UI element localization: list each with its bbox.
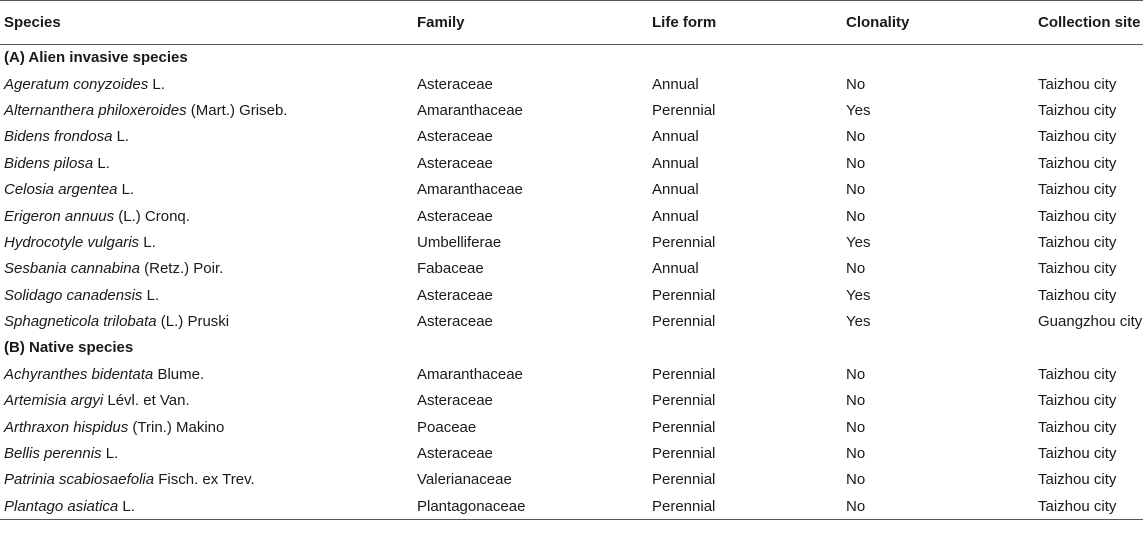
collection-site-cell: Taizhou city <box>1038 75 1117 93</box>
table-row <box>0 176 1143 202</box>
species-name: Sesbania cannabina <box>4 260 140 278</box>
collection-site-cell: Taizhou city <box>1038 233 1117 251</box>
species-author: (Mart.) Griseb. <box>186 101 288 119</box>
table-row <box>0 124 1143 150</box>
family-cell: Asteraceae <box>417 445 493 463</box>
species-name: Bellis perennis <box>4 445 102 463</box>
table-row <box>0 203 1143 229</box>
life-form-cell: Perennial <box>652 286 716 304</box>
species-cell <box>0 361 413 387</box>
life-form-cell: Perennial <box>652 418 716 436</box>
family-cell: Asteraceae <box>417 392 493 410</box>
family-cell: Plantagonaceae <box>413 493 648 519</box>
species-author: L. <box>118 497 135 515</box>
clonality-cell: No <box>846 260 866 278</box>
family-cell: Asteraceae <box>417 128 493 146</box>
collection-site-cell: Taizhou city <box>1038 286 1117 304</box>
life-form-cell: Perennial <box>652 233 716 251</box>
section-title: (A) Alien invasive species <box>4 49 188 67</box>
clonality-cell: No <box>846 128 866 146</box>
species-cell <box>0 256 413 282</box>
clonality-cell: Yes <box>846 313 871 331</box>
header-species: Species <box>0 1 413 45</box>
life-form-cell: Perennial <box>648 493 842 519</box>
species-name: Alternanthera philoxeroides <box>4 101 187 119</box>
family-cell: Amaranthaceae <box>417 181 523 199</box>
family-cell: Asteraceae <box>417 154 493 172</box>
clonality-cell: No <box>842 493 1034 519</box>
species-cell <box>0 493 413 519</box>
life-form-cell: Annual <box>652 207 699 225</box>
collection-site-cell: Taizhou city <box>1038 101 1117 119</box>
family-cell: Fabaceae <box>417 260 484 278</box>
table-row <box>0 97 1143 123</box>
collection-site-cell: Taizhou city <box>1038 181 1117 199</box>
clonality-cell: No <box>846 418 866 436</box>
family-cell: Valerianaceae <box>417 471 512 489</box>
species-name: Artemisia argyi <box>4 392 104 410</box>
clonality-cell: No <box>846 445 866 463</box>
table-row <box>0 229 1143 255</box>
species-name: Erigeron annuus <box>4 207 115 225</box>
clonality-cell: No <box>846 207 866 225</box>
table-row <box>0 467 1143 493</box>
species-cell <box>0 97 413 123</box>
table-body <box>0 45 1143 520</box>
clonality-cell: Yes <box>846 286 871 304</box>
table-row <box>0 388 1143 414</box>
species-name: Arthraxon hispidus <box>4 418 129 436</box>
clonality-cell: No <box>846 75 866 93</box>
species-author: L. <box>117 181 135 199</box>
family-cell: Asteraceae <box>417 207 493 225</box>
species-author: L. <box>139 233 156 251</box>
table-row <box>0 150 1143 176</box>
family-cell: Amaranthaceae <box>417 101 523 119</box>
section-title: (B) Native species <box>4 339 134 357</box>
table-row <box>0 361 1143 387</box>
clonality-cell: No <box>846 392 866 410</box>
table-row <box>0 256 1143 282</box>
species-author: Fisch. ex Trev. <box>154 471 255 489</box>
family-cell: Asteraceae <box>417 286 493 304</box>
header-collection-site: Collection site <box>1034 1 1143 45</box>
species-cell <box>0 150 413 176</box>
collection-site-cell: Taizhou city <box>1038 128 1117 146</box>
species-author: (L.) Pruski <box>156 313 230 331</box>
species-author: (Trin.) Makino <box>128 418 225 436</box>
species-author: L. <box>93 154 110 172</box>
table-row <box>0 308 1143 334</box>
species-author: L. <box>112 128 130 146</box>
life-form-cell: Annual <box>652 128 699 146</box>
collection-site-cell: Guangzhou city <box>1038 313 1143 331</box>
species-name: Bidens pilosa <box>4 154 94 172</box>
clonality-cell: Yes <box>846 101 871 119</box>
species-cell <box>0 414 413 440</box>
table-row <box>0 282 1143 308</box>
collection-site-cell: Taizhou city <box>1038 207 1117 225</box>
life-form-cell: Perennial <box>652 313 716 331</box>
species-cell <box>0 203 413 229</box>
life-form-cell: Perennial <box>652 365 716 383</box>
collection-site-cell: Taizhou city <box>1034 493 1143 519</box>
family-cell: Umbelliferae <box>417 233 502 251</box>
life-form-cell: Annual <box>652 154 699 172</box>
family-cell: Asteraceae <box>417 313 493 331</box>
collection-site-cell: Taizhou city <box>1038 471 1117 489</box>
species-cell <box>0 388 413 414</box>
clonality-cell: No <box>846 181 866 199</box>
life-form-cell: Perennial <box>652 445 716 463</box>
collection-site-cell: Taizhou city <box>1038 418 1117 436</box>
species-author: L. <box>148 75 165 93</box>
life-form-cell: Annual <box>652 260 699 278</box>
clonality-cell: No <box>846 365 866 383</box>
header-clonality: Clonality <box>842 1 1034 45</box>
section-header-row <box>0 335 1143 361</box>
collection-site-cell: Taizhou city <box>1038 445 1117 463</box>
species-author: Lévl. et Van. <box>103 392 190 410</box>
header-row <box>0 1 1143 45</box>
species-cell <box>0 176 413 202</box>
species-name: Sphagneticola trilobata <box>4 313 157 331</box>
species-cell <box>0 71 413 97</box>
species-author: L. <box>142 286 160 304</box>
life-form-cell: Perennial <box>652 101 716 119</box>
table-row <box>0 71 1143 97</box>
species-name: Plantago asiatica <box>4 497 119 515</box>
clonality-cell: Yes <box>846 233 871 251</box>
species-name: Patrinia scabiosaefolia <box>4 471 155 489</box>
life-form-cell: Annual <box>652 181 699 199</box>
header-life-form: Life form <box>648 1 842 45</box>
collection-site-cell: Taizhou city <box>1038 154 1117 172</box>
family-cell: Poaceae <box>417 418 477 436</box>
clonality-cell: No <box>846 471 866 489</box>
header-family: Family <box>413 1 648 45</box>
collection-site-cell: Taizhou city <box>1038 365 1117 383</box>
species-author: L. <box>101 445 119 463</box>
collection-site-cell: Taizhou city <box>1038 260 1117 278</box>
species-cell <box>0 282 413 308</box>
table-row <box>0 414 1143 440</box>
species-author: (L.) Cronq. <box>114 207 190 225</box>
species-cell <box>0 124 413 150</box>
species-cell <box>0 308 413 334</box>
collection-site-cell: Taizhou city <box>1038 392 1117 410</box>
section-header-row <box>0 45 1143 71</box>
species-cell <box>0 440 413 466</box>
species-cell <box>0 229 413 255</box>
table-row <box>0 493 1143 519</box>
species-name: Hydrocotyle vulgaris <box>4 233 140 251</box>
life-form-cell: Perennial <box>652 392 716 410</box>
species-author: Blume. <box>153 365 205 383</box>
clonality-cell: No <box>846 154 866 172</box>
family-cell: Amaranthaceae <box>417 365 523 383</box>
family-cell: Asteraceae <box>417 75 493 93</box>
species-author: (Retz.) Poir. <box>139 260 224 278</box>
table-row <box>0 440 1143 466</box>
species-name: Achyranthes bidentata <box>4 365 154 383</box>
table-header <box>0 1 1143 45</box>
life-form-cell: Perennial <box>652 471 716 489</box>
species-name: Solidago canadensis <box>4 286 143 304</box>
species-name: Celosia argentea <box>4 181 118 199</box>
species-name: Bidens frondosa <box>4 128 113 146</box>
life-form-cell: Annual <box>652 75 699 93</box>
species-cell <box>0 467 413 493</box>
species-name: Ageratum conyzoides <box>4 75 149 93</box>
